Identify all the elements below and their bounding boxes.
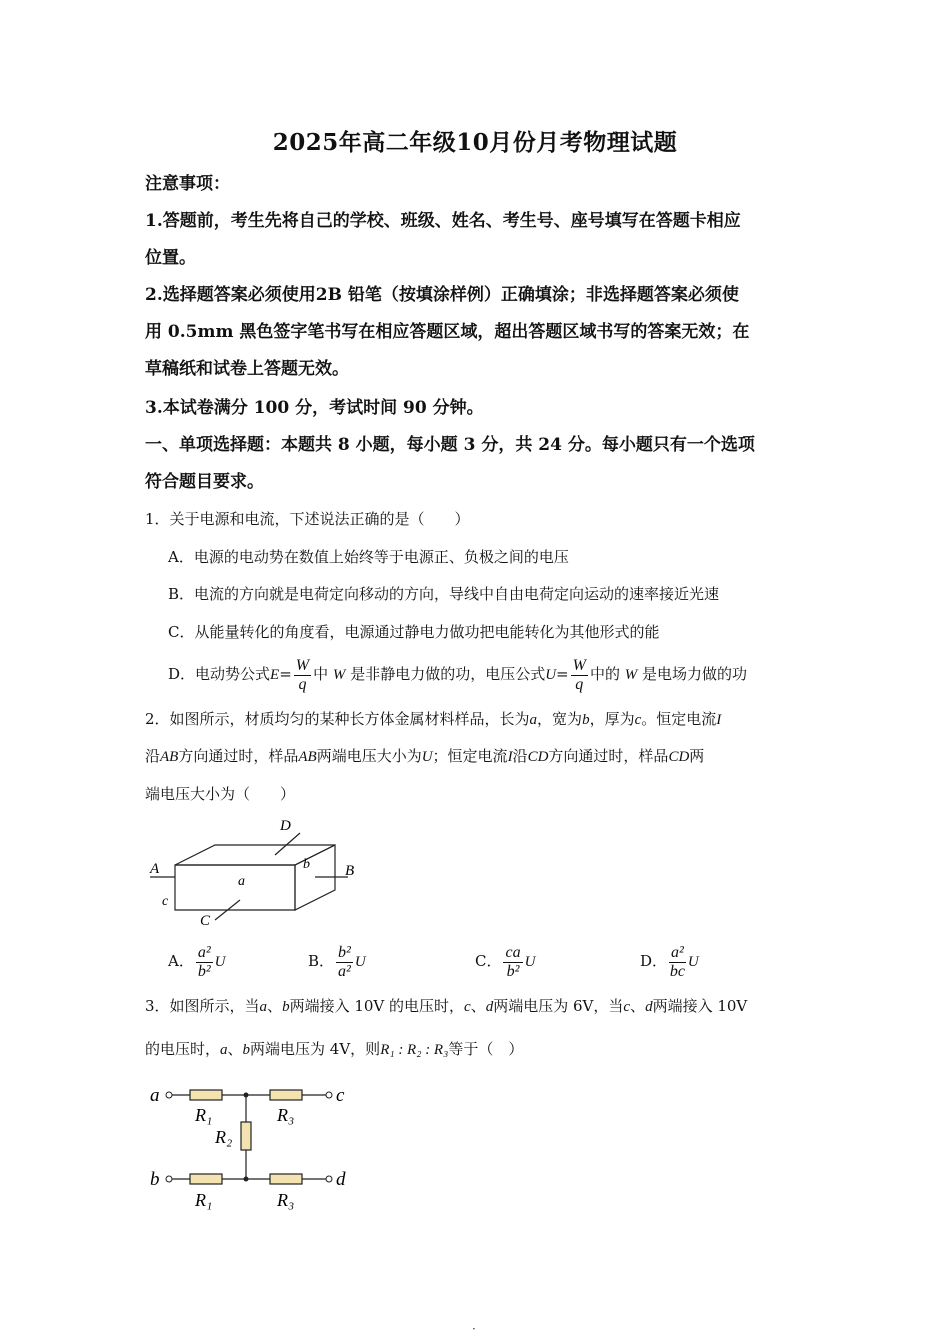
denominator: b² xyxy=(506,962,520,980)
question-1-option-a: A．电源的电动势在数值上始终等于电源正、负极之间的电压 xyxy=(168,548,569,566)
emf-numerator: W xyxy=(295,656,310,674)
emf-denominator: q xyxy=(298,675,307,693)
q2-text: 2．如图所示，材质均匀的某种长方体金属材料样品，长为 xyxy=(145,710,530,728)
var-d: d xyxy=(645,999,653,1015)
label-r3-bottom: R₃ xyxy=(277,1190,295,1210)
cuboid-top-face xyxy=(175,845,335,865)
numerator: a² xyxy=(197,943,211,961)
notice-item-2-line-2: 用 0.5mm 黑色签字笔书写在相应答题区域，超出答题区域书写的答案无效；在 xyxy=(145,322,750,342)
option-c-fraction xyxy=(503,944,522,981)
question-2-option-c xyxy=(475,938,535,985)
var-ab: AB xyxy=(160,749,179,765)
work-symbol-2: W xyxy=(624,667,638,683)
voltage-fraction xyxy=(571,657,588,694)
numerator: ca xyxy=(505,943,521,961)
var-a: a xyxy=(529,712,538,728)
q1-d-text-3: 是非静电力做的功，电压公式 xyxy=(350,665,546,683)
notice-item-1-line-1: 1.答题前，考生先将自己的学校、班级、姓名、考生号、座号填写在答题卡相应 xyxy=(145,211,741,231)
question-1-option-b: B．电流的方向就是电荷定向移动的方向，导线中自由电荷定向运动的速率接近光速 xyxy=(168,585,720,603)
question-3-line-1 xyxy=(145,995,747,1018)
var-b: b xyxy=(582,712,590,728)
work-symbol-1: W xyxy=(332,667,346,683)
label-b-lower: b xyxy=(303,857,310,872)
q2-text: 两端电压大小为 xyxy=(316,747,422,765)
q3-text: 两端电压为 4V，则 xyxy=(250,1040,381,1058)
label-a: a xyxy=(150,1085,160,1106)
option-u: U xyxy=(214,954,226,970)
label-b: b xyxy=(150,1169,160,1190)
q2-text: 沿 xyxy=(512,747,528,765)
resistor-r1-bottom xyxy=(190,1174,222,1184)
q2-text: ，宽为 xyxy=(537,710,583,728)
question-2-option-d xyxy=(640,938,699,985)
q2-text: 。恒定电流 xyxy=(641,710,717,728)
option-d-fraction xyxy=(669,944,686,981)
q1-d-text-5: 是电场力做的功 xyxy=(642,665,748,683)
question-2-line-1 xyxy=(145,708,721,731)
resistance-ratio: R₁ : R₂ : R₃ xyxy=(380,1042,449,1058)
denominator: b² xyxy=(197,962,211,980)
q2-text: ，厚为 xyxy=(589,710,635,728)
emf-fraction xyxy=(294,657,311,694)
var-b: b xyxy=(282,999,290,1015)
label-a-lower: a xyxy=(238,874,245,889)
denominator: bc xyxy=(669,962,685,980)
label-c-lower: c xyxy=(162,894,169,909)
option-u: U xyxy=(354,954,366,970)
voltage-denominator: q xyxy=(575,675,584,693)
option-label: D． xyxy=(640,952,668,970)
label-a-upper: A xyxy=(150,861,160,877)
cuboid-figure xyxy=(140,815,370,930)
junction-dot xyxy=(244,1093,249,1098)
q1-d-text-1: D．电动势公式 xyxy=(168,665,271,683)
lead-d xyxy=(275,833,300,855)
var-c: c xyxy=(634,712,642,728)
terminal-b xyxy=(166,1176,172,1182)
var-b: b xyxy=(242,1042,251,1058)
var-c: c xyxy=(464,999,471,1015)
q3-text: 、 xyxy=(227,1040,243,1058)
q3-text: 等于（ ） xyxy=(448,1040,524,1058)
var-c: c xyxy=(623,999,631,1015)
q3-text: 、 xyxy=(470,997,486,1015)
question-3-line-2 xyxy=(145,1038,523,1061)
label-r2: R₂ xyxy=(215,1127,233,1147)
option-label: C． xyxy=(475,952,502,970)
var-cd: CD xyxy=(527,749,549,765)
q2-text: 沿 xyxy=(145,747,161,765)
notice-item-2-line-3: 草稿纸和试卷上答题无效。 xyxy=(145,359,349,379)
voltage-numerator: W xyxy=(572,656,586,674)
terminal-d xyxy=(326,1176,332,1182)
option-u: U xyxy=(687,954,699,970)
question-2-line-3: 端电压大小为（ ） xyxy=(145,785,296,803)
question-2-option-b xyxy=(308,938,366,985)
label-r1-top: R₁ xyxy=(195,1105,213,1125)
var-cd: CD xyxy=(668,749,690,765)
notice-item-2-line-1: 2.选择题答案必须使用2B 铅笔（按填涂样例）正确填涂；非选择题答案必须使 xyxy=(145,285,739,305)
label-d-upper: D xyxy=(280,818,291,834)
label-d: d xyxy=(336,1169,346,1190)
question-2-option-a xyxy=(168,938,225,985)
q2-text: 方向通过时，样品 xyxy=(178,747,299,765)
numerator: b² xyxy=(338,943,351,961)
label-r1-bottom: R₁ xyxy=(195,1190,213,1210)
var-ab: AB xyxy=(298,749,317,765)
terminal-c xyxy=(326,1092,332,1098)
notice-item-3: 3.本试卷满分 100 分，考试时间 90 分钟。 xyxy=(145,398,484,418)
resistor-r3-bottom xyxy=(270,1174,302,1184)
option-label: B． xyxy=(308,952,335,970)
q3-text: 的电压时， xyxy=(145,1040,221,1058)
page-footer-mark: · xyxy=(472,1322,476,1336)
var-a: a xyxy=(220,1042,228,1058)
q3-text: 两端接入 10V xyxy=(652,997,748,1015)
resistor-r3-top xyxy=(270,1090,302,1100)
var-i: I xyxy=(716,712,722,728)
option-label: A． xyxy=(168,952,194,970)
question-2-line-2 xyxy=(145,745,704,768)
equals-sign: = xyxy=(279,665,292,683)
label-b-upper: B xyxy=(345,863,355,879)
q3-text: 、 xyxy=(630,997,646,1015)
q3-text: 两端电压为 6V，当 xyxy=(493,997,624,1015)
option-a-fraction xyxy=(196,944,213,981)
numerator: a² xyxy=(671,943,684,961)
circuit-diagram xyxy=(140,1075,360,1220)
option-u: U xyxy=(524,954,536,970)
page-title: 2025年高二年级10月份月考物理试题 xyxy=(272,129,678,156)
var-u: U xyxy=(421,749,433,765)
label-c: c xyxy=(336,1085,345,1106)
q1-d-text-4: 中的 xyxy=(589,665,620,683)
denominator: a² xyxy=(338,962,351,980)
section-1-line-2: 符合题目要求。 xyxy=(145,472,264,492)
junction-dot xyxy=(244,1177,249,1182)
terminal-a xyxy=(166,1092,172,1098)
var-a: a xyxy=(259,999,268,1015)
voltage-symbol: U xyxy=(545,667,557,683)
resistor-r2 xyxy=(241,1122,251,1150)
q1-d-text-2: 中 xyxy=(313,665,329,683)
notice-item-1-line-2: 位置。 xyxy=(145,248,196,268)
var-i: I xyxy=(507,749,513,765)
q2-text: ；恒定电流 xyxy=(432,747,508,765)
question-1-option-c: C．从能量转化的角度看，电源通过静电力做功把电能转化为其他形式的能 xyxy=(168,623,660,641)
option-b-fraction xyxy=(336,944,353,981)
label-r3-top: R₃ xyxy=(277,1105,295,1125)
q3-text: 、 xyxy=(267,997,283,1015)
q2-text: 两 xyxy=(689,747,705,765)
label-c-upper: C xyxy=(200,913,211,929)
q3-text: 3．如图所示，当 xyxy=(145,997,260,1015)
emf-symbol: E xyxy=(270,667,280,683)
var-d: d xyxy=(485,999,494,1015)
resistor-r1-top xyxy=(190,1090,222,1100)
question-1-option-d: D．电动势公式E= $\frac{W}{q}$ 中 W 是非静电力做的功，电压公式U= $\frac{W}{q}$ 中的 W 是电场力做的功 xyxy=(168,656,748,693)
notice-heading: 注意事项： xyxy=(145,174,230,194)
section-1-line-1: 一、单项选择题：本题共 8 小题，每小题 3 分，共 24 分。每小题只有一个选项 xyxy=(145,435,755,455)
question-1-stem: 1．关于电源和电流，下述说法正确的是（ ） xyxy=(145,510,470,528)
q2-text: 方向通过时，样品 xyxy=(548,747,669,765)
q3-text: 两端接入 10V 的电压时， xyxy=(289,997,465,1015)
